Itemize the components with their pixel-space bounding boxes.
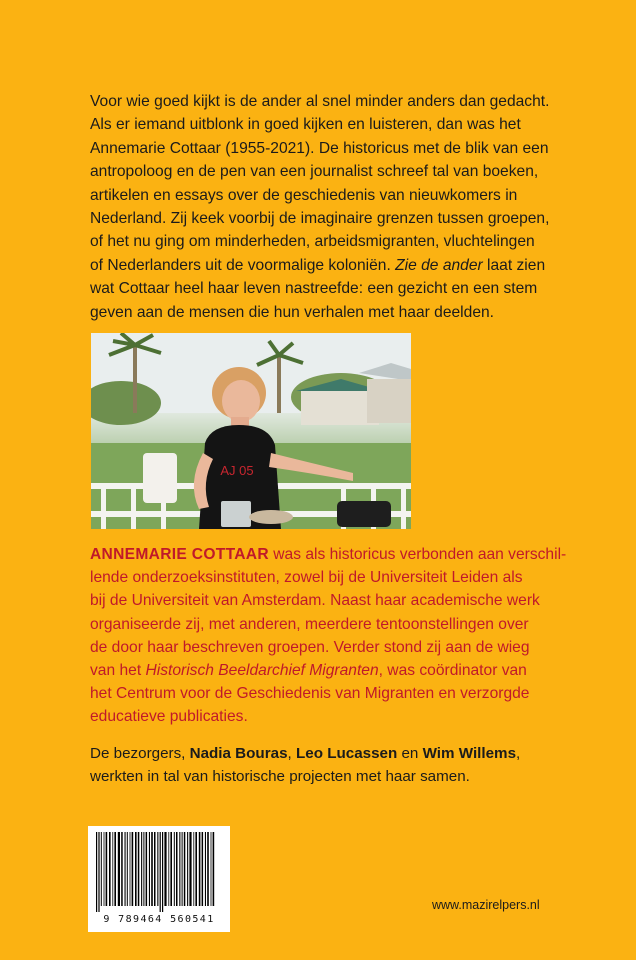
barcode-bar bbox=[146, 832, 148, 906]
bio-line-text: , was coördinator van bbox=[378, 662, 527, 680]
editor-name: Nadia Bouras bbox=[189, 745, 288, 762]
barcode-bar bbox=[118, 832, 120, 906]
author-photo bbox=[91, 333, 411, 529]
barcode-bar bbox=[157, 832, 158, 906]
barcode-bar bbox=[101, 832, 102, 906]
author-name: ANNEMARIE COTTAAR bbox=[90, 546, 269, 563]
blurb-line bbox=[90, 254, 560, 277]
barcode-bar bbox=[184, 832, 186, 906]
barcode-bar bbox=[151, 832, 153, 906]
barcode-bar bbox=[143, 832, 144, 906]
barcode-bar bbox=[162, 832, 163, 912]
barcode-bar bbox=[130, 832, 131, 906]
barcode-bar bbox=[179, 832, 180, 906]
barcode-bar bbox=[114, 832, 116, 906]
bio-line: de door haar beschreven groepen. Verder stond zij aan de wieg bbox=[90, 638, 530, 656]
barcode-bar bbox=[199, 832, 201, 906]
blurb-line: artikelen en essays over de geschiedenis van nieuwkomers in bbox=[90, 186, 518, 204]
bio-line-text: van het bbox=[90, 662, 146, 680]
barcode-bar bbox=[109, 832, 111, 906]
barcode-bar bbox=[205, 832, 206, 906]
barcode-bar bbox=[213, 832, 215, 906]
editors-text-part: , bbox=[516, 745, 521, 762]
barcode-bar bbox=[141, 832, 142, 906]
barcode-bar bbox=[135, 832, 137, 906]
editors-line: werkten in tal van historische projecten met haar samen. bbox=[90, 768, 470, 786]
barcode-bar bbox=[132, 832, 134, 906]
barcode-bar bbox=[98, 832, 99, 912]
bio-line: educatieve publicaties. bbox=[90, 708, 248, 726]
blurb-text bbox=[90, 90, 560, 324]
editors-text-part: en bbox=[397, 745, 423, 762]
barcode-bars bbox=[94, 832, 224, 912]
barcode-bar bbox=[138, 832, 140, 906]
barcode-bar bbox=[207, 832, 209, 906]
publisher-website: www.mazirelpers.nl bbox=[432, 898, 540, 912]
barcode-bar bbox=[106, 832, 108, 906]
bio-line: het Centrum voor de Geschiedenis van Migranten en verzorgde bbox=[90, 685, 530, 703]
barcode-bar bbox=[187, 832, 188, 906]
author-photo-illustration bbox=[91, 333, 411, 529]
shirt-print: AJ 05 bbox=[220, 463, 254, 478]
book-title: Zie de ander bbox=[395, 256, 483, 274]
blurb-line-text: of Nederlanders uit de voormalige koloniën. bbox=[90, 256, 391, 274]
barcode-bar bbox=[160, 832, 161, 912]
barcode-bar bbox=[168, 832, 169, 906]
bio-line: bij de Universiteit van Amsterdam. Naast haar academische werk bbox=[90, 592, 540, 610]
barcode-bar bbox=[189, 832, 191, 906]
barcode-bar bbox=[154, 832, 156, 906]
barcode-bar bbox=[176, 832, 178, 906]
blurb-line: antropoloog en de pen van een journalist schreef tal van boeken, bbox=[90, 163, 539, 181]
barcode-bar bbox=[182, 832, 183, 906]
editors-text bbox=[90, 742, 560, 789]
blurb-line: wat Cottaar heel haar leven nastreefde: een gezicht en een stem bbox=[90, 280, 538, 298]
barcode-bar bbox=[174, 832, 175, 906]
blurb-line-text: laat zien bbox=[482, 256, 546, 274]
barcode-bar bbox=[104, 832, 105, 906]
barcode-bar bbox=[127, 832, 128, 906]
barcode-bar bbox=[193, 832, 194, 906]
blurb-line: Voor wie goed kijkt is de ander al snel minder anders dan gedacht. bbox=[90, 93, 550, 110]
blurb-line: geven aan de mensen die hun verhalen met haar deelden. bbox=[90, 303, 494, 321]
bio-line-text: was als historicus verbonden aan verschil- bbox=[268, 546, 567, 563]
editor-name: Leo Lucassen bbox=[295, 745, 398, 762]
archive-name: Historisch Beeldarchief Migranten bbox=[145, 662, 379, 680]
author-bio bbox=[90, 543, 570, 729]
blurb-line: of het nu ging om minderheden, arbeidsmigranten, vluchtelingen bbox=[90, 233, 535, 251]
editor-name: Wim Willems bbox=[422, 745, 517, 762]
bio-line bbox=[90, 543, 570, 566]
editors-text-part: , bbox=[287, 745, 296, 762]
blurb-line: Als er iemand uitblonk in goed kijken en luisteren, dan was het bbox=[90, 116, 521, 134]
bio-line: organiseerde zij, met anderen, meerdere tentoonstellingen over bbox=[90, 615, 529, 633]
barcode-bar bbox=[149, 832, 150, 906]
barcode-bar bbox=[121, 832, 123, 906]
isbn-barcode bbox=[88, 826, 230, 932]
editors-text-part: De bezorgers, bbox=[90, 745, 190, 762]
barcode-bar bbox=[164, 832, 166, 906]
barcode-bar bbox=[211, 832, 212, 906]
editors-line bbox=[90, 742, 560, 765]
blurb-line: Annemarie Cottaar (1955-2021). De historicus met de blik van een bbox=[90, 139, 549, 157]
isbn-number: 9 789464 560541 bbox=[103, 914, 215, 925]
barcode-bar bbox=[202, 832, 204, 906]
blurb-line: Nederland. Zij keek voorbij de imaginaire grenzen tussen groepen, bbox=[90, 210, 550, 228]
bio-line: lende onderzoeksinstituten, zowel bij de Universiteit Leiden als bbox=[90, 569, 523, 587]
barcode-bar bbox=[96, 832, 97, 912]
bio-line bbox=[90, 659, 570, 682]
barcode-bar bbox=[125, 832, 126, 906]
barcode-bar bbox=[195, 832, 197, 906]
barcode-bar bbox=[112, 832, 113, 906]
barcode-bar bbox=[170, 832, 172, 906]
